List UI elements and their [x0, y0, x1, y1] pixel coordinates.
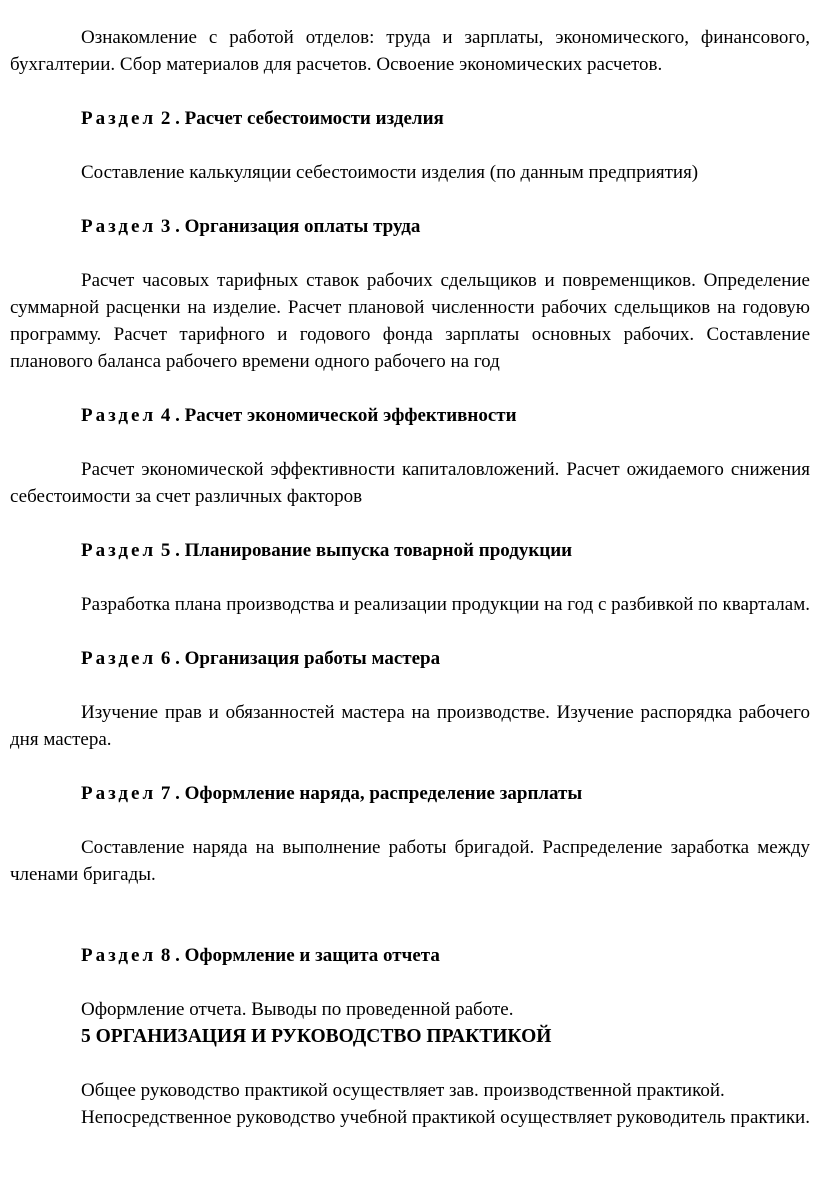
section-3-heading	[10, 213, 810, 240]
section-4-body: Расчет экономической эффективности капиталовложений. Расчет ожидаемого снижения себестоимости за счет различных факторов	[10, 459, 810, 507]
section-prefix: Раздел	[81, 945, 157, 966]
section-5-heading	[10, 537, 810, 564]
section-8-heading	[10, 942, 810, 969]
section-2-body: Составление калькуляции себестоимости изделия (по данным предприятия)	[81, 162, 699, 183]
section-title: 7 . Оформление наряда, распределение зарплаты	[156, 783, 583, 804]
document-page	[10, 24, 810, 1131]
section-prefix: Раздел	[81, 405, 157, 426]
section-title: 8 . Оформление и защита отчета	[156, 945, 440, 966]
section-title: 3 . Организация оплаты труда	[156, 216, 421, 237]
section-prefix: Раздел	[81, 783, 157, 804]
section-7-heading	[10, 780, 810, 807]
closing-paragraph-2: Непосредственное руководство учебной практикой осуществляет руководитель практики.	[81, 1107, 810, 1128]
section-title: 4 . Расчет экономической эффективности	[156, 405, 517, 426]
section-5-body: Разработка плана производства и реализации продукции на год с разбивкой по кварталам.	[81, 594, 810, 615]
chapter-heading: 5 ОРГАНИЗАЦИЯ И РУКОВОДСТВО ПРАКТИКОЙ	[81, 1026, 552, 1047]
section-6-heading	[10, 645, 810, 672]
closing-paragraph-1: Общее руководство практикой осуществляет зав. производственной практикой.	[81, 1080, 725, 1101]
section-2-heading	[10, 105, 810, 132]
section-8-body: Оформление отчета. Выводы по проведенной работе.	[81, 999, 514, 1020]
section-7-body: Составление наряда на выполнение работы бригадой. Распределение заработка между членами бригады.	[10, 837, 810, 885]
section-6-body: Изучение прав и обязанностей мастера на производстве. Изучение распорядка рабочего дня мастера.	[10, 702, 810, 750]
section-title: 6 . Организация работы мастера	[156, 648, 441, 669]
section-prefix: Раздел	[81, 216, 157, 237]
section-prefix: Раздел	[81, 648, 157, 669]
intro-paragraph: Ознакомление с работой отделов: труда и зарплаты, экономического, финансового, бухгалтерии. Сбор материалов для расчетов. Освоение экономических расчетов.	[10, 27, 810, 75]
section-title: 2 . Расчет себестоимости изделия	[156, 108, 444, 129]
section-4-heading	[10, 402, 810, 429]
section-prefix: Раздел	[81, 540, 157, 561]
section-prefix: Раздел	[81, 108, 157, 129]
section-3-body: Расчет часовых тарифных ставок рабочих сдельщиков и повременщиков. Определение суммарной расценки на изделие. Расчет плановой численности рабочих сдельщиков на годовую программу. Расчет тарифного и годового фонда зарплаты основных рабочих. Составление планового баланса рабочего времени одного рабочего на год	[10, 270, 810, 372]
section-title: 5 . Планирование выпуска товарной продукции	[156, 540, 573, 561]
